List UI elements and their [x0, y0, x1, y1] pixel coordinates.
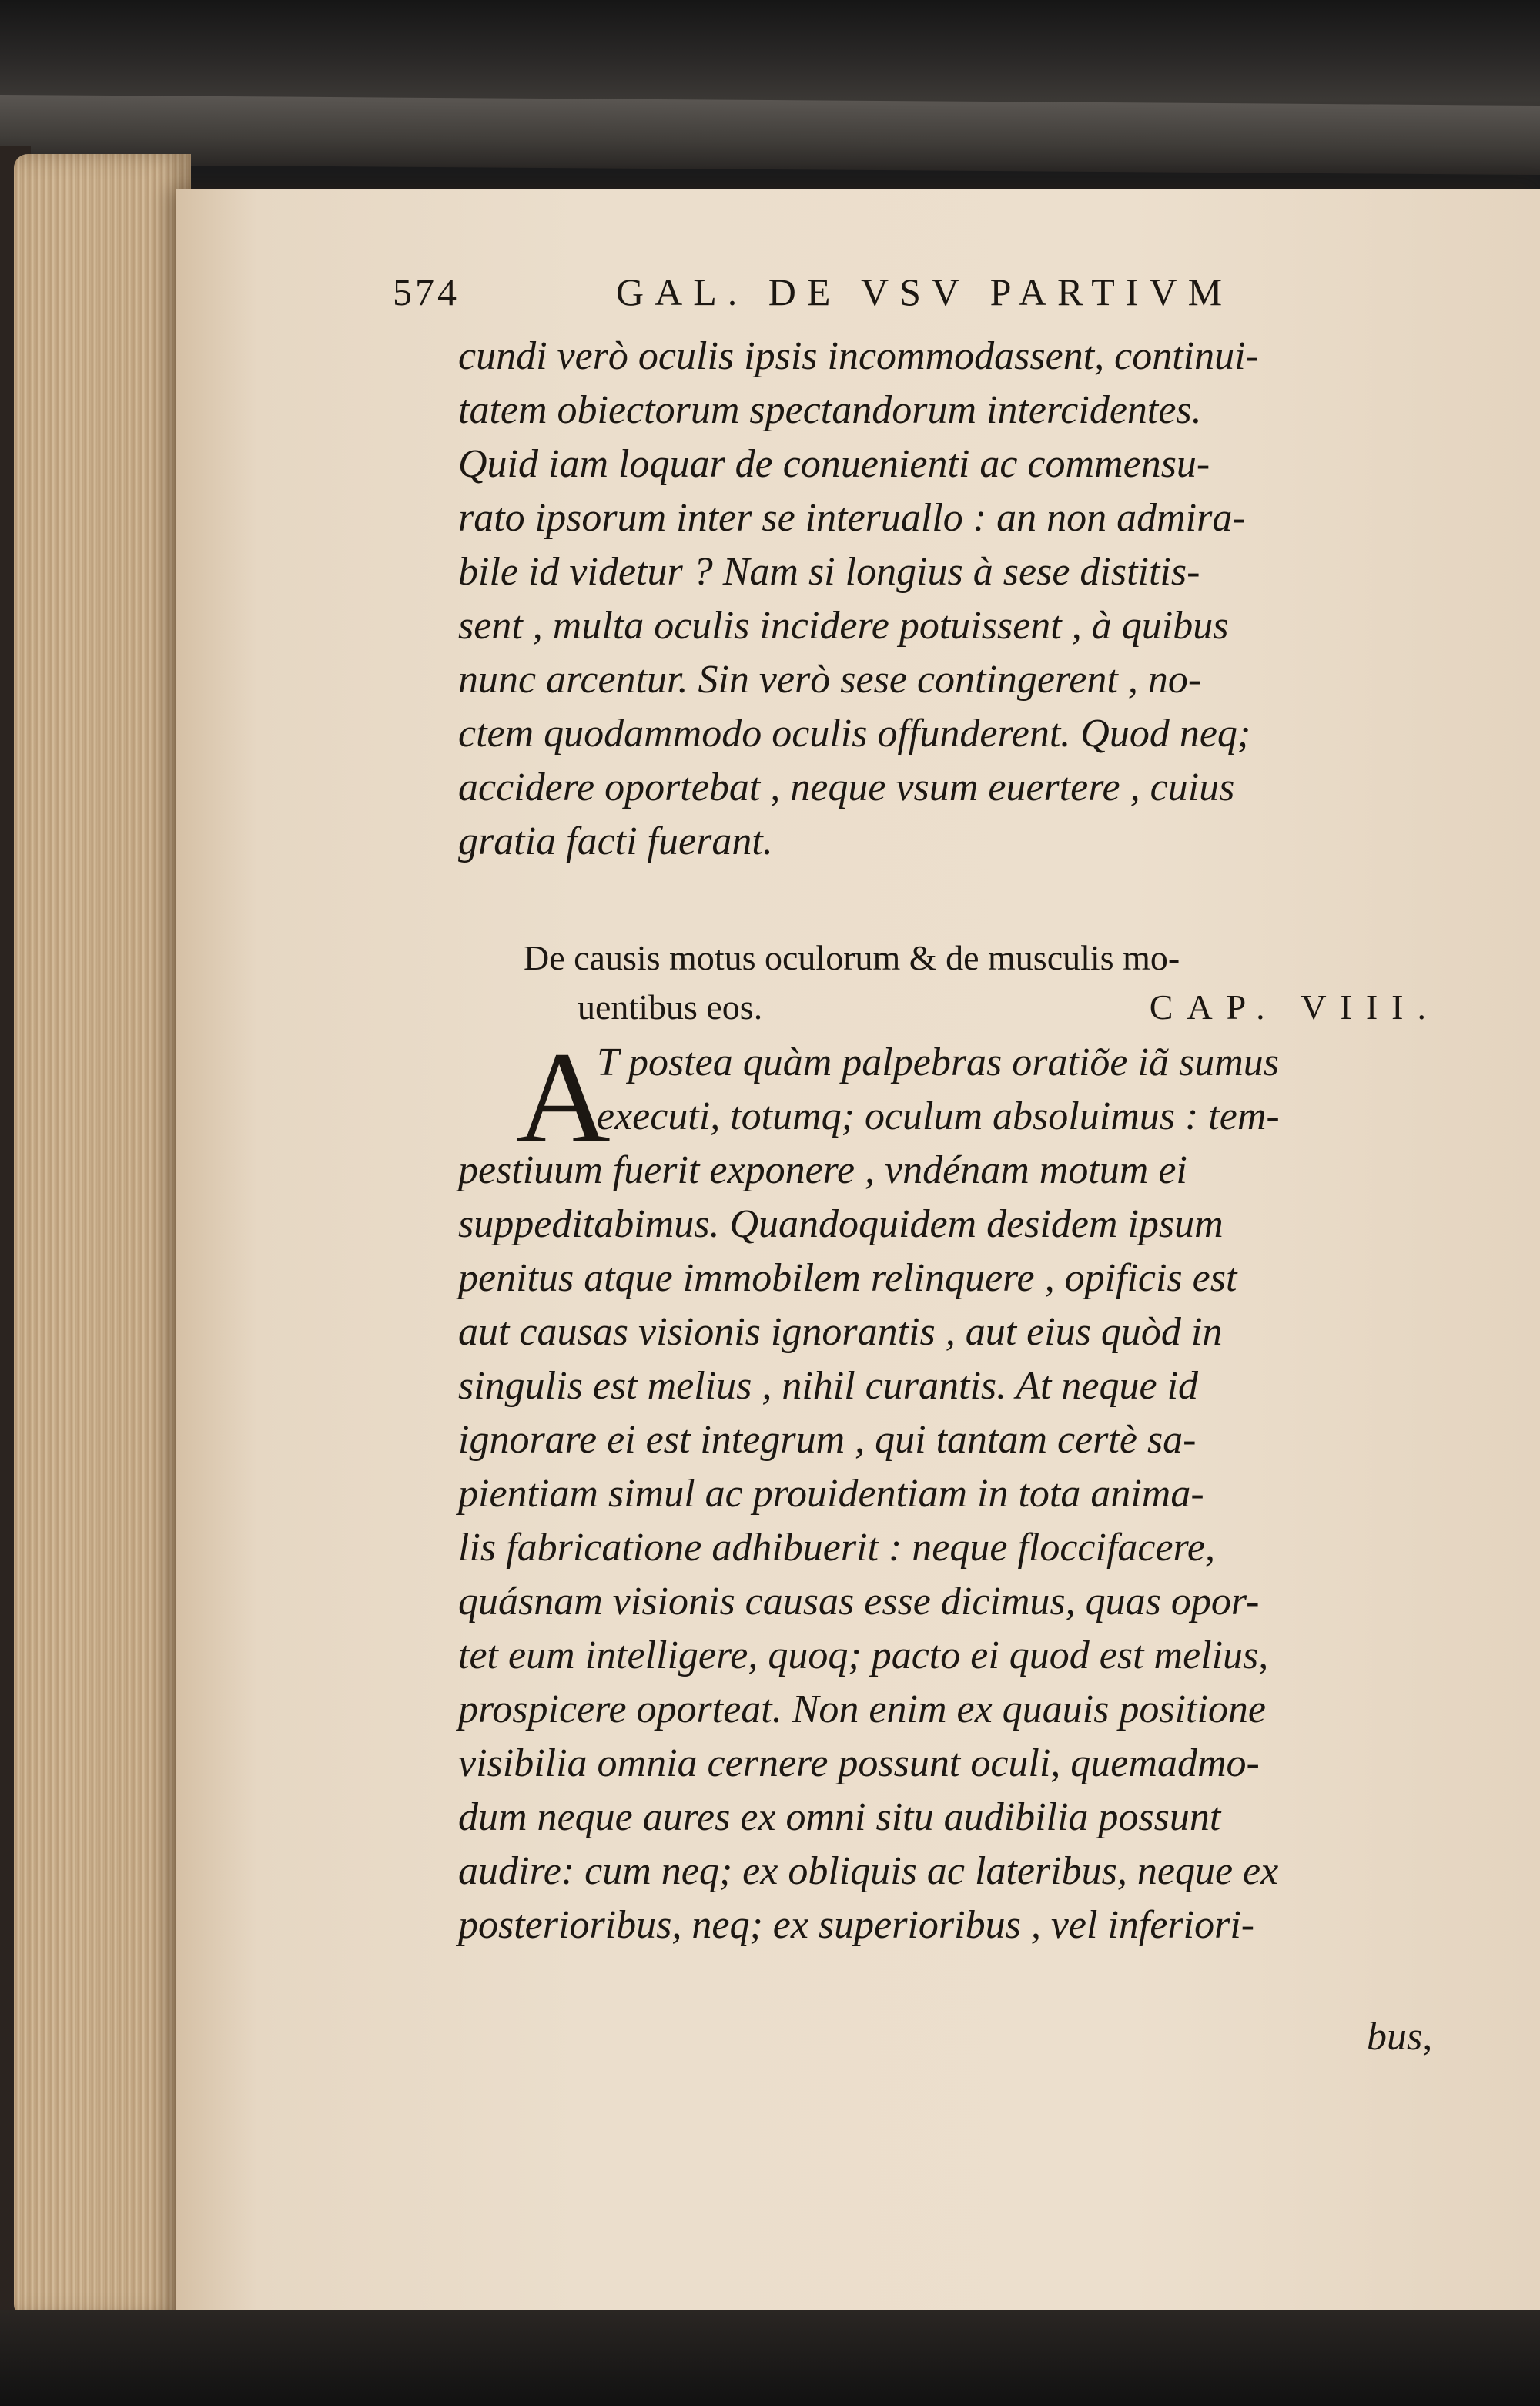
text-line: lis fabricatione adhibuerit : neque floccifacere,: [458, 1526, 1215, 1570]
top-paragraph: [458, 330, 1451, 869]
text-line: executi, totumq; oculum absoluimus : tem-: [597, 1094, 1280, 1138]
page-stack-edge: [14, 154, 191, 2318]
book-cover-bottom: [0, 2310, 1540, 2406]
text-line: sent , multa oculis incidere potuissent , à quibus: [458, 604, 1229, 648]
text-line: visibilia omnia cernere possunt oculi, quemadmo-: [458, 1741, 1260, 1785]
text-line: Quid iam loquar de conuenienti ac commensu-: [458, 442, 1210, 486]
text-line: nunc arcentur. Sin verò sese contingerent , no-: [458, 658, 1202, 702]
text-line: penitus atque immobilem relinquere , opificis est: [458, 1256, 1237, 1300]
text-line: gratia facti fuerant.: [458, 819, 773, 863]
text-line: rato ipsorum inter se interuallo : an non admira-: [458, 496, 1246, 540]
text-line: accidere oportebat , neque vsum euertere , cuius: [458, 766, 1235, 809]
text-line: dum neque aures ex omni situ audibilia possunt: [458, 1795, 1221, 1839]
book-cover-edge: [0, 95, 1540, 175]
text-line: bile id videtur ? Nam si longius à sese distitis-: [458, 550, 1200, 594]
chapter-heading-line-1: De causis motus oculorum & de musculis mo-: [524, 938, 1180, 977]
text-line: audire: cum neq; ex obliquis ac lateribus, neque ex: [458, 1849, 1279, 1893]
text-line: tatem obiectorum spectandorum intercidentes.: [458, 388, 1202, 432]
text-line: suppeditabimus. Quandoquidem desidem ipsum: [458, 1202, 1224, 1246]
chapter-paragraph: [458, 1025, 1451, 1952]
text-line: prospicere oporteat. Non enim ex quauis positione: [458, 1687, 1267, 1731]
text-line: ignorare ei est integrum , qui tantam certè sa-: [458, 1418, 1197, 1462]
drop-cap: A: [516, 1025, 611, 1170]
text-line: ctem quodammodo oculis offunderent. Quod neq;: [458, 712, 1251, 756]
text-line: T postea quàm palpebras oratiõe iã sumus: [597, 1040, 1279, 1084]
text-line: quásnam visionis causas esse dicimus, quas opor-: [458, 1580, 1260, 1624]
catchword: bus,: [1367, 2015, 1433, 2059]
chapter-number: CAP. VIII.: [1149, 987, 1440, 1027]
text-line: posterioribus, neq; ex superioribus , vel inferiori-: [458, 1903, 1255, 1947]
text-line: tet eum intelligere, quoq; pacto ei quod est melius,: [458, 1634, 1269, 1677]
page-number: 574: [393, 270, 460, 313]
chapter-heading-subject: uentibus eos.: [578, 987, 763, 1027]
text-line: aut causas visionis ignorantis , aut eius quòd in: [458, 1310, 1223, 1354]
chapter-heading: [524, 933, 1448, 1032]
chapter-heading-line-2: [524, 983, 1440, 1032]
running-title: GAL. DE VSV PARTIVM: [616, 270, 1234, 313]
text-line: pientiam simul ac prouidentiam in tota anima-: [458, 1472, 1204, 1516]
text-line: singulis est melius , nihil curantis. At neque id: [458, 1364, 1199, 1408]
text-line: pestiuum fuerit exponere , vndénam motum ei: [458, 1148, 1187, 1192]
text-line: cundi verò oculis ipsis incommodassent, continui-: [458, 334, 1259, 378]
